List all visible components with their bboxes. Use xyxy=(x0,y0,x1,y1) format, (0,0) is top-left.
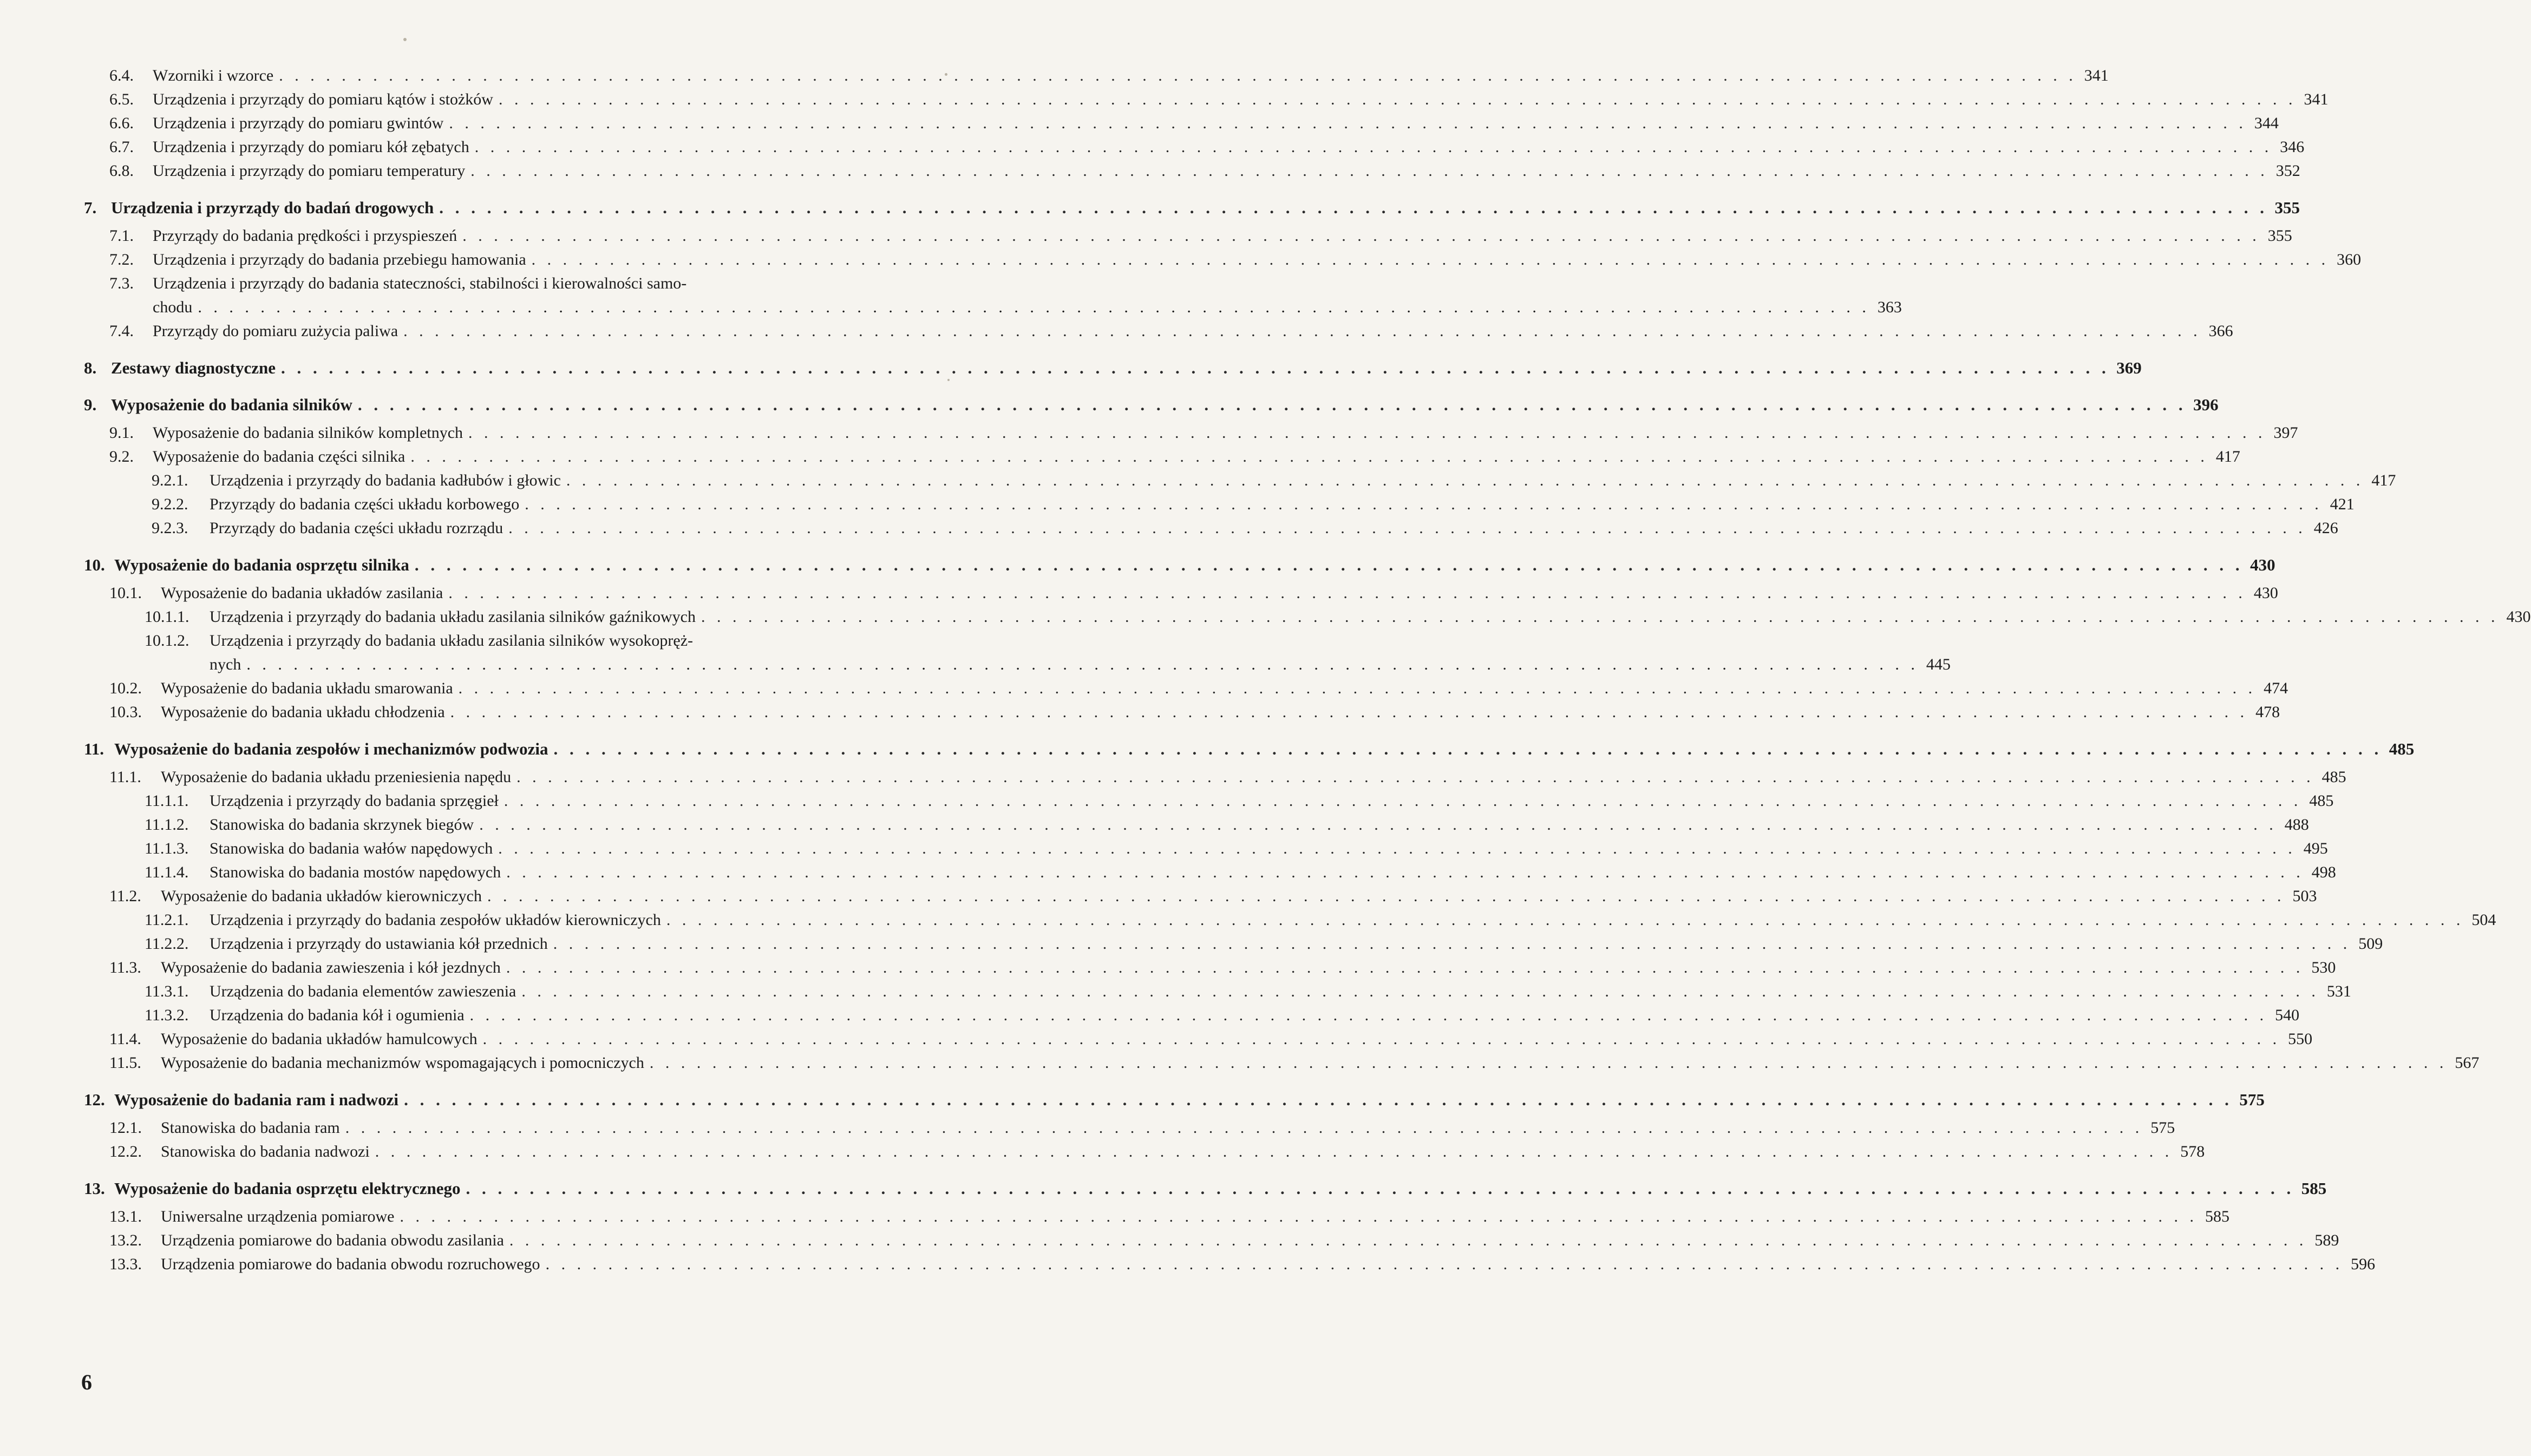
toc-entry-page: 352 xyxy=(2275,162,2300,180)
toc-entry-number: 10. xyxy=(84,555,105,574)
toc-entry-page: 488 xyxy=(2284,816,2309,834)
toc-entry-page: 341 xyxy=(2084,67,2109,84)
toc-entry-number: 12.1. xyxy=(109,1119,142,1137)
toc-entry-title-continuation: chodu xyxy=(153,298,193,316)
toc-chapter xyxy=(84,553,2275,577)
toc-entry-number: 10.1.2. xyxy=(145,632,189,650)
toc-entry xyxy=(84,908,2496,932)
dot-leader xyxy=(508,516,2303,540)
toc-entry xyxy=(84,1229,2339,1252)
toc-entry xyxy=(84,159,2300,183)
dot-leader xyxy=(375,1140,2169,1164)
dot-leader xyxy=(553,737,2378,761)
toc-chapter xyxy=(84,737,2415,761)
toc-entry xyxy=(84,64,2109,88)
toc-entry-number: 11.3.1. xyxy=(145,982,189,1000)
dot-leader xyxy=(650,1051,2444,1075)
toc-entry-number: 11.3. xyxy=(109,959,141,976)
toc-entry-title: Zestawy diagnostyczne xyxy=(111,358,276,377)
toc-entry-title: Stanowiska do badania skrzynek biegów xyxy=(210,816,474,834)
toc-entry-page: 430 xyxy=(2253,584,2278,602)
toc-entry-number: 11.1. xyxy=(109,768,141,786)
toc-entry-title: Wyposażenie do badania osprzętu silnika xyxy=(114,555,409,574)
toc-entry-page: 575 xyxy=(2150,1119,2175,1137)
toc-entry-number: 9.2.3. xyxy=(152,519,188,537)
toc-entry xyxy=(84,224,2292,248)
dot-leader xyxy=(281,356,2106,380)
toc-entry-title: Urządzenia do badania elementów zawieszenia xyxy=(210,982,516,1000)
dot-leader xyxy=(506,956,2300,980)
dot-leader xyxy=(483,1027,2277,1051)
toc-entry-title: Urządzenia i przyrządy do badania stateczności, stabilności i kierowalności samo- xyxy=(153,274,687,292)
dot-leader xyxy=(198,296,1866,319)
toc-entry xyxy=(84,956,2336,980)
toc-entry-page: 360 xyxy=(2337,251,2362,268)
toc-entry xyxy=(84,493,2355,516)
toc-entry-title: Wyposażenie do badania części silnika xyxy=(153,448,406,465)
dot-leader xyxy=(487,884,2281,908)
toc-entry-number: 10.3. xyxy=(109,703,142,721)
dot-leader xyxy=(546,1252,2340,1276)
toc-entry-page: 578 xyxy=(2180,1143,2205,1160)
dot-leader xyxy=(509,1229,2304,1252)
toc-entry-title: Urządzenia i przyrządy do pomiaru kątów i stożków xyxy=(153,90,493,108)
dot-leader xyxy=(415,553,2240,577)
toc-entry-title: Wyposażenie do badania mechanizmów wspomagających i pomocniczych xyxy=(161,1054,644,1072)
toc-entry-number: 6.5. xyxy=(109,90,134,108)
toc-entry-title: Przyrządy do badania części układu rozrządu xyxy=(210,519,503,537)
toc-entry-number: 6.4. xyxy=(109,67,134,84)
toc-entry xyxy=(84,1051,2480,1075)
toc-entry-page: 363 xyxy=(1877,298,1902,316)
toc-entry xyxy=(84,516,2338,540)
dot-leader xyxy=(279,64,2073,88)
toc-entry-page: 503 xyxy=(2292,887,2317,905)
toc-entry-page: 445 xyxy=(1926,655,1951,673)
toc-entry xyxy=(84,319,2233,343)
dot-leader xyxy=(566,469,2360,493)
toc-entry-page: 495 xyxy=(2303,840,2328,857)
toc-entry xyxy=(84,677,2288,700)
toc-entry-number: 13.1. xyxy=(109,1208,142,1225)
toc-entry-page: 430 xyxy=(2506,608,2531,626)
toc-entry-title: Urządzenia pomiarowe do badania obwodu zasilania xyxy=(161,1231,504,1249)
toc-entry-title: Wyposażenie do badania silników xyxy=(111,395,352,414)
toc-entry-number: 7.2. xyxy=(109,251,134,268)
toc-entry-number: 6.6. xyxy=(109,114,134,132)
toc-chapter xyxy=(84,1177,2327,1201)
dot-leader xyxy=(358,393,2183,417)
table-of-contents xyxy=(84,64,2531,1276)
toc-entry-number: 11.2.1. xyxy=(145,911,189,929)
toc-entry-page: 540 xyxy=(2275,1006,2300,1024)
toc-entry xyxy=(84,248,2362,272)
toc-entry-title: Wyposażenie do badania zawieszenia i kół jezdnych xyxy=(161,959,501,976)
toc-entry xyxy=(84,1140,2205,1164)
toc-entry-page: 417 xyxy=(2215,448,2240,465)
toc-entry-title: Wyposażenie do badania układów zasilania xyxy=(161,584,443,602)
dot-leader xyxy=(506,861,2300,884)
toc-entry-page: 421 xyxy=(2330,495,2355,513)
toc-entry-page: 530 xyxy=(2311,959,2336,976)
toc-entry-page: 589 xyxy=(2314,1231,2339,1249)
dot-leader xyxy=(498,837,2292,861)
toc-entry-title: Przyrządy do badania prędkości i przyspieszeń xyxy=(153,227,457,245)
toc-entry-page: 397 xyxy=(2273,424,2298,442)
dot-leader xyxy=(345,1116,2140,1140)
toc-entry-page: 596 xyxy=(2351,1255,2376,1273)
toc-entry-number: 13. xyxy=(84,1179,105,1198)
toc-entry-title: Stanowiska do badania ram xyxy=(161,1119,340,1137)
toc-entry xyxy=(84,581,2278,605)
toc-entry-page: 567 xyxy=(2455,1054,2480,1072)
toc-entry-title: Wyposażenie do badania osprzętu elektrycznego xyxy=(114,1179,461,1198)
toc-entry-page: 478 xyxy=(2255,703,2280,721)
toc-entry-page: 485 xyxy=(2321,768,2346,786)
dot-leader xyxy=(448,581,2242,605)
toc-entry xyxy=(84,629,1951,677)
toc-entry-title: Urządzenia i przyrządy do pomiaru temperatury xyxy=(153,162,466,180)
toc-entry-number: 9.2. xyxy=(109,448,134,465)
toc-entry-title: Urządzenia pomiarowe do badania obwodu rozruchowego xyxy=(161,1255,540,1273)
toc-chapter xyxy=(84,356,2142,380)
page-number: 6 xyxy=(81,1370,92,1394)
dot-leader xyxy=(504,789,2298,813)
dot-leader xyxy=(525,493,2319,516)
toc-entry xyxy=(84,1116,2175,1140)
toc-entry-title: Urządzenia do badania kół i ogumienia xyxy=(210,1006,465,1024)
paper-speck xyxy=(403,38,407,41)
toc-entry xyxy=(84,445,2240,469)
toc-entry-number: 7.4. xyxy=(109,322,134,340)
toc-entry-title: Stanowiska do badania mostów napędowych xyxy=(210,863,501,881)
toc-entry xyxy=(84,112,2279,135)
toc-entry-title: Wyposażenie do badania silników kompletnych xyxy=(153,424,463,442)
dot-leader xyxy=(479,813,2273,837)
toc-entry-number: 13.3. xyxy=(109,1255,142,1273)
toc-entry-number: 12. xyxy=(84,1090,105,1109)
toc-entry-number: 9.2.2. xyxy=(152,495,188,513)
toc-entry-page: 485 xyxy=(2389,739,2415,758)
toc-entry-title: Stanowiska do badania wałów napędowych xyxy=(210,840,493,857)
toc-chapter xyxy=(84,196,2300,220)
toc-entry-number: 7.3. xyxy=(109,274,134,292)
toc-entry-number: 10.1.1. xyxy=(145,608,189,626)
toc-entry xyxy=(84,1004,2300,1027)
toc-entry-title: Przyrządy do pomiaru zużycia paliwa xyxy=(153,322,398,340)
toc-entry xyxy=(84,272,1902,319)
dot-leader xyxy=(666,908,2461,932)
toc-entry xyxy=(84,861,2336,884)
dot-leader xyxy=(470,1004,2264,1027)
dot-leader xyxy=(404,1088,2229,1112)
toc-entry-number: 10.2. xyxy=(109,679,142,697)
toc-entry-number: 6.7. xyxy=(109,138,134,156)
dot-leader xyxy=(532,248,2326,272)
toc-entry-page: 366 xyxy=(2208,322,2233,340)
toc-entry-page: 474 xyxy=(2264,679,2288,697)
dot-leader xyxy=(459,677,2253,700)
toc-entry-title: Wzorniki i wzorce xyxy=(153,67,274,84)
toc-entry xyxy=(84,884,2317,908)
toc-entry-page: 355 xyxy=(2274,198,2300,217)
toc-entry-title: Urządzenia i przyrządy do badania układu zasilania silników gaźnikowych xyxy=(210,608,696,626)
toc-entry-number: 13.2. xyxy=(109,1231,142,1249)
toc-entry-page: 355 xyxy=(2267,227,2292,245)
dot-leader xyxy=(400,1205,2194,1229)
toc-entry-number: 11.1.2. xyxy=(145,816,189,834)
toc-entry-title: Urządzenia i przyrządy do badania zespołów układów kierowniczych xyxy=(210,911,661,929)
toc-entry-page: 369 xyxy=(2116,358,2142,377)
toc-entry-page: 550 xyxy=(2288,1030,2313,1048)
toc-entry-title: Wyposażenie do badania układu chłodzenia xyxy=(161,703,445,721)
toc-entry-number: 10.1. xyxy=(109,584,142,602)
toc-chapter xyxy=(84,393,2219,417)
toc-entry-page: 344 xyxy=(2254,114,2279,132)
toc-entry-title-continuation: nych xyxy=(210,655,241,673)
toc-entry-title: Przyrządy do badania części układu korbowego xyxy=(210,495,520,513)
toc-entry-number: 11. xyxy=(84,739,104,758)
dot-leader xyxy=(516,765,2311,789)
toc-entry-number: 7.1. xyxy=(109,227,134,245)
toc-entry-page: 531 xyxy=(2326,982,2351,1000)
toc-entry-title: Wyposażenie do badania układów hamulcowych xyxy=(161,1030,478,1048)
toc-entry-page: 341 xyxy=(2304,90,2329,108)
toc-entry-number: 11.2. xyxy=(109,887,141,905)
toc-entry xyxy=(84,789,2334,813)
toc-entry xyxy=(84,605,2531,629)
dot-leader xyxy=(410,445,2205,469)
toc-entry-number: 11.4. xyxy=(109,1030,141,1048)
dot-leader xyxy=(450,700,2245,724)
toc-entry-page: 417 xyxy=(2371,471,2396,489)
dot-leader xyxy=(466,1177,2291,1201)
toc-entry-title: Urządzenia i przyrządy do badania kadłubów i głowic xyxy=(210,471,561,489)
toc-chapter xyxy=(84,1088,2265,1112)
toc-entry-page: 346 xyxy=(2280,138,2305,156)
toc-entry xyxy=(84,469,2396,493)
toc-entry xyxy=(84,1252,2376,1276)
toc-entry-number: 11.1.3. xyxy=(145,840,189,857)
toc-entry-page: 509 xyxy=(2358,935,2383,953)
toc-entry-page: 585 xyxy=(2301,1179,2327,1198)
toc-entry-title: Wyposażenie do badania zespołów i mechanizmów podwozia xyxy=(114,739,548,758)
toc-entry xyxy=(84,765,2346,789)
toc-entry-title: Urządzenia i przyrządy do badania sprzęgieł xyxy=(210,792,499,810)
toc-entry-title: Wyposażenie do badania układu przeniesienia napędu xyxy=(161,768,512,786)
toc-entry xyxy=(84,1205,2229,1229)
toc-entry-page: 575 xyxy=(2239,1090,2265,1109)
toc-entry-page: 585 xyxy=(2205,1208,2229,1225)
toc-entry-page: 430 xyxy=(2250,555,2275,574)
toc-entry xyxy=(84,700,2280,724)
toc-entry xyxy=(84,932,2383,956)
toc-entry xyxy=(84,980,2351,1004)
toc-entry xyxy=(84,88,2329,112)
toc-entry xyxy=(84,135,2305,159)
toc-entry-title: Urządzenia i przyrządy do badania układu zasilania silników wysokopręż- xyxy=(210,632,693,650)
paper-speck xyxy=(947,379,950,381)
toc-entry-number: 6.8. xyxy=(109,162,134,180)
toc-entry-number: 12.2. xyxy=(109,1143,142,1160)
toc-entry-title: Urządzenia i przyrządy do ustawiania kół przednich xyxy=(210,935,548,953)
toc-entry-page: 485 xyxy=(2309,792,2334,810)
toc-entry-title: Urządzenia i przyrządy do badania przebiegu hamowania xyxy=(153,251,526,268)
toc-entry-number: 11.5. xyxy=(109,1054,141,1072)
dot-leader xyxy=(403,319,2198,343)
toc-entry-page: 498 xyxy=(2311,863,2336,881)
toc-entry-title: Urządzenia i przyrządy do pomiaru kół zębatych xyxy=(153,138,469,156)
dot-leader xyxy=(521,980,2316,1004)
toc-entry-title: Wyposażenie do badania układów kierowniczych xyxy=(161,887,482,905)
toc-entry-number: 11.1.1. xyxy=(145,792,189,810)
toc-entry-page: 426 xyxy=(2313,519,2338,537)
toc-entry-title: Uniwersalne urządzenia pomiarowe xyxy=(161,1208,395,1225)
toc-entry-number: 9.1. xyxy=(109,424,134,442)
toc-entry-title: Urządzenia i przyrządy do pomiaru gwintów xyxy=(153,114,444,132)
toc-entry-page: 396 xyxy=(2193,395,2219,414)
dot-leader xyxy=(553,932,2347,956)
toc-entry-number: 11.3.2. xyxy=(145,1006,189,1024)
toc-entry-number: 9.2.1. xyxy=(152,471,188,489)
toc-entry-number: 8. xyxy=(84,358,97,377)
dot-leader xyxy=(470,159,2265,183)
toc-entry-number: 11.1.4. xyxy=(145,863,189,881)
toc-entry xyxy=(84,421,2298,445)
toc-entry xyxy=(84,1027,2313,1051)
dot-leader xyxy=(462,224,2257,248)
toc-entry-number: 9. xyxy=(84,395,97,414)
paper-speck xyxy=(945,73,947,76)
toc-entry-page: 504 xyxy=(2471,911,2496,929)
toc-entry xyxy=(84,837,2328,861)
toc-entry-title: Urządzenia i przyrządy do badań drogowych xyxy=(111,198,434,217)
toc-entry-number: 7. xyxy=(84,198,97,217)
dot-leader xyxy=(475,135,2269,159)
toc-entry xyxy=(84,813,2309,837)
toc-entry-number: 11.2.2. xyxy=(145,935,189,953)
dot-leader xyxy=(449,112,2243,135)
dot-leader xyxy=(439,196,2264,220)
dot-leader xyxy=(701,605,2495,629)
dot-leader xyxy=(246,653,1915,677)
dot-leader xyxy=(468,421,2262,445)
toc-entry-title: Stanowiska do badania nadwozi xyxy=(161,1143,370,1160)
toc-entry-title: Wyposażenie do badania ram i nadwozi xyxy=(114,1090,399,1109)
dot-leader xyxy=(499,88,2293,112)
toc-entry-title: Wyposażenie do badania układu smarowania xyxy=(161,679,453,697)
